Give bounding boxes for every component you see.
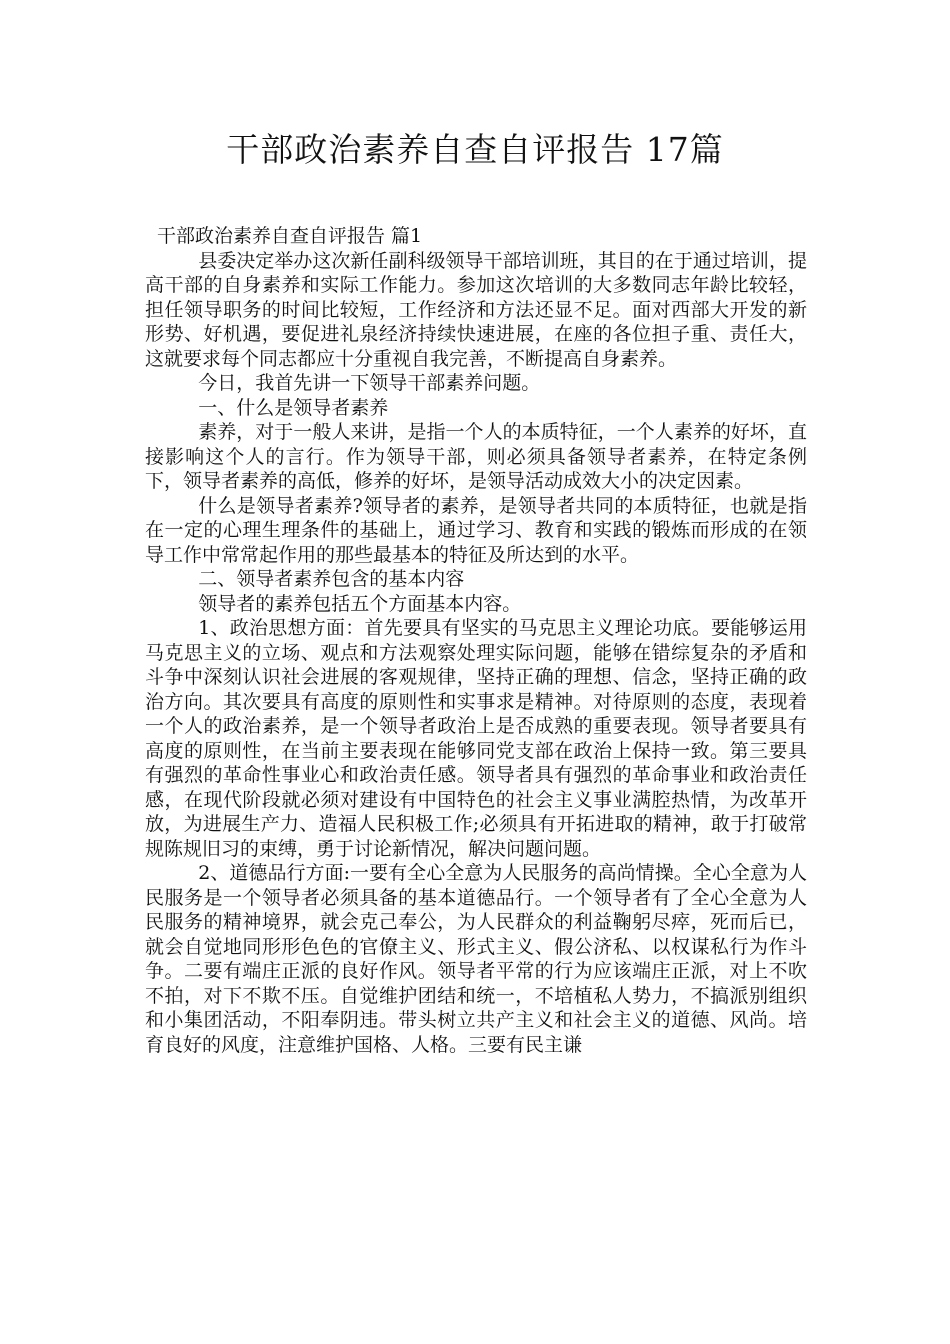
paragraph-political-thought: 1、政治思想方面：首先要具有坚实的马克思主义理论功底。要能够运用马克思主义的立场、观点和方法观察处理实际问题，能够在错综复杂的矛盾和斗争中深刻认识社会进展的客观规律，坚持正确的理想、信念，坚持正确的政治方向。其次要具有高度的原则性和实事求是精神。对待原则的态度，表现着一个人的政治素养，是一个领导者政治上是否成熟的重要表现。领导者要具有高度的原则性，在当前主要表现在能够同党支部在政治上保持一致。第三要具有强烈的革命性事业心和政治责任感。领导者具有强烈的革命事业和政治责任感，在现代阶段就必须对建设有中国特色的社会主义事业满腔热情，为改革开放，为进展生产力、造福人民积极工作;必须具有开拓进取的精神，敢于打破常规陈规旧习的束缚，勇于讨论新情况，解决问题问题。 xyxy=(145,617,807,860)
section-heading: 干部政治素养自查自评报告 篇1 xyxy=(157,225,423,247)
subheading-what-is-quality: 一、什么是领导者素养 xyxy=(198,396,389,419)
paragraph-intro: 县委决定举办这次新任副科级领导干部培训班，其目的在于通过培训，提高干部的自身素养和实际工作能力。参加这次培训的大多数同志年龄比较轻，担任领导职务的时间比较短，工作经济和方法还显不足。面对西部大开发的新形势、好机遇，要促进礼泉经济持续快速进展，在座的各位担子重、责任大，这就要求每个同志都应十分重视自我完善，不断提高自身素养。 xyxy=(145,249,807,370)
document-body xyxy=(145,224,807,1057)
paragraph-opening: 今日，我首先讲一下领导干部素养问题。 xyxy=(198,372,541,394)
paragraph-leader-quality: 什么是领导者素养?领导者的素养，是领导者共同的本质特征，也就是指在一定的心理生理条件的基础上，通过学习、教育和实践的锻炼而形成的在领导工作中常常起作用的那些最基本的特征及所达到的水平。 xyxy=(145,494,807,566)
paragraph-moral-conduct: 2、道德品行方面:一要有全心全意为人民服务的高尚情操。全心全意为人民服务是一个领导者必须具备的基本道德品行。一个领导者有了全心全意为人民服务的精神境界，就会克己奉公，为人民群众的利益鞠躬尽瘁，死而后已，就会自觉地同形形色色的官僚主义、形式主义、假公济私、以权谋私行为作斗争。二要有端庄正派的良好作风。领导者平常的行为应该端庄正派，对上不吹不拍，对下不欺不压。自觉维护团结和统一，不培植私人势力，不搞派别组织和小集团活动，不阳奉阴违。带头树立共产主义和社会主义的道德、风尚。培育良好的风度，注意维护国格、人格。三要有民主谦 xyxy=(145,862,807,1056)
document-title: 干部政治素养自查自评报告 17篇 xyxy=(226,130,724,169)
paragraph-quality-definition: 素养，对于一般人来讲，是指一个人的本质特征，一个人素养的好坏，直接影响这个人的言行。作为领导干部，则必须具备领导者素养，在特定条例下，领导者素养的高低，修养的好坏，是领导活动成效大小的决定因素。 xyxy=(145,421,807,492)
paragraph-five-aspects: 领导者的素养包括五个方面基本内容。 xyxy=(198,592,522,615)
subheading-basic-content: 二、领导者素养包含的基本内容 xyxy=(198,568,465,590)
